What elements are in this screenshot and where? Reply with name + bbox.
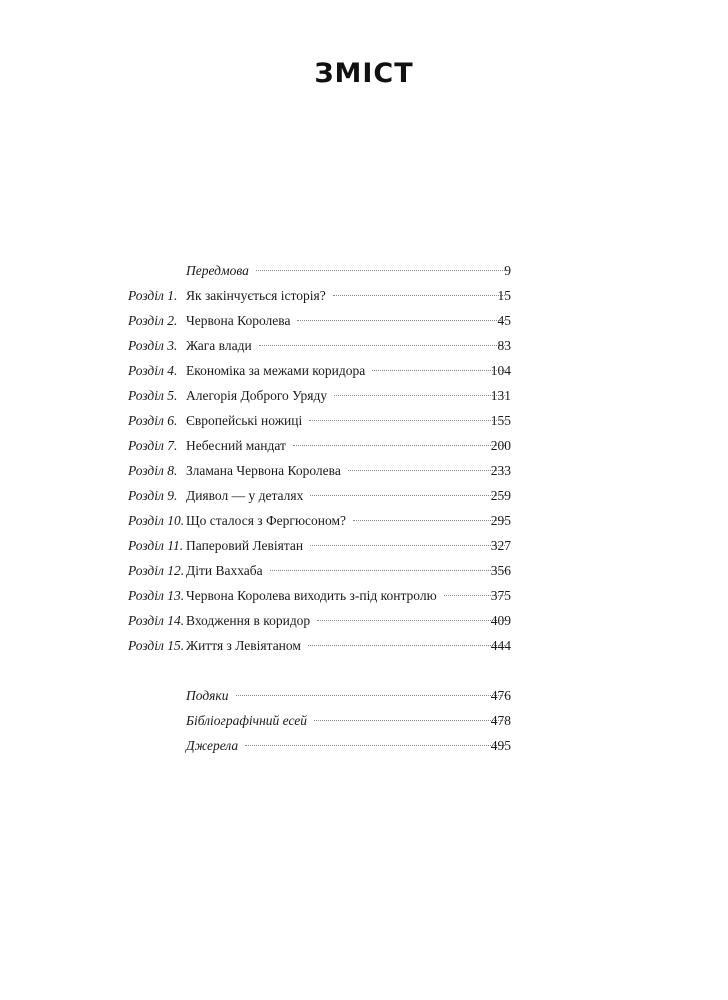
entry-title: Небесний мандат: [186, 438, 286, 453]
dot-leader: [333, 295, 505, 296]
entry-title: Європейські ножиці: [186, 413, 303, 428]
entry-title: Передмова: [186, 263, 249, 278]
toc-entry-chapter-13[interactable]: [0, 586, 728, 606]
dot-leader: [308, 645, 505, 646]
toc-entry-preface[interactable]: [0, 261, 728, 281]
chapter-label: Розділ 13.: [128, 588, 185, 603]
chapter-label: Розділ 9.: [128, 488, 178, 503]
toc-entry-sources[interactable]: [0, 736, 728, 756]
entry-page: 478: [490, 713, 511, 728]
chapter-label: Розділ 5.: [128, 388, 178, 403]
entry-title: Жага влади: [186, 338, 252, 353]
chapter-label: Розділ 4.: [128, 363, 178, 378]
dot-leader: [259, 345, 505, 346]
chapter-label: Розділ 7.: [128, 438, 178, 453]
entry-page: 83: [497, 338, 511, 353]
toc-entry-chapter-1[interactable]: [0, 286, 728, 306]
toc-entry-chapter-10[interactable]: [0, 511, 728, 531]
entry-title: Життя з Левіятаном: [186, 638, 301, 653]
chapter-label: Розділ 3.: [128, 338, 178, 353]
entry-page: 476: [490, 688, 511, 703]
toc-entry-chapter-2[interactable]: [0, 311, 728, 331]
toc-entry-acknowledgements[interactable]: [0, 686, 728, 706]
entry-page: 295: [490, 513, 511, 528]
dot-leader: [310, 545, 505, 546]
entry-title: Діти Ваххаба: [186, 563, 263, 578]
entry-title: Алегорія Доброго Уряду: [186, 388, 328, 403]
entry-title: Входження в коридор: [186, 613, 311, 628]
chapter-label: Розділ 12.: [128, 563, 185, 578]
entry-page: 233: [490, 463, 511, 478]
toc-entry-chapter-8[interactable]: [0, 461, 728, 481]
entry-title: Економіка за межами коридора: [186, 363, 366, 378]
entry-title: Червона Королева: [186, 313, 291, 328]
toc-entry-chapter-3[interactable]: [0, 336, 728, 356]
entry-title: Подяки: [186, 688, 229, 703]
entry-page: 495: [490, 738, 511, 753]
dot-leader: [245, 745, 505, 746]
dot-leader: [293, 445, 505, 446]
toc-entry-chapter-6[interactable]: [0, 411, 728, 431]
toc-entry-bibliographic-essay[interactable]: [0, 711, 728, 731]
entry-title: Зламана Червона Королева: [186, 463, 341, 478]
entry-page: 15: [497, 288, 511, 303]
dot-leader: [372, 370, 505, 371]
entry-page: 327: [490, 538, 511, 553]
entry-page: 104: [490, 363, 511, 378]
entry-title: Як закінчується історія?: [186, 288, 326, 303]
dot-leader: [334, 395, 505, 396]
toc-entry-chapter-5[interactable]: [0, 386, 728, 406]
entry-page: 131: [490, 388, 511, 403]
toc-entry-chapter-11[interactable]: [0, 536, 728, 556]
entry-page: 356: [490, 563, 511, 578]
entry-title: Бібліографічний есей: [186, 713, 308, 728]
entry-title: Паперовий Левіятан: [186, 538, 304, 553]
dot-leader: [310, 495, 505, 496]
chapter-label: Розділ 11.: [128, 538, 184, 553]
entry-page: 259: [490, 488, 511, 503]
dot-leader: [348, 470, 505, 471]
toc-entry-chapter-7[interactable]: [0, 436, 728, 456]
entry-title: Червона Королева виходить з-під контролю: [186, 588, 437, 603]
toc-entry-chapter-12[interactable]: [0, 561, 728, 581]
chapter-label: Розділ 1.: [128, 288, 178, 303]
chapter-label: Розділ 6.: [128, 413, 178, 428]
dot-leader: [314, 720, 505, 721]
dot-leader: [297, 320, 505, 321]
toc-entry-chapter-14[interactable]: [0, 611, 728, 631]
dot-leader: [256, 270, 505, 271]
entry-title: Диявол — у деталях: [186, 488, 304, 503]
chapter-label: Розділ 2.: [128, 313, 178, 328]
chapter-label: Розділ 8.: [128, 463, 178, 478]
entry-page: 444: [490, 638, 511, 653]
entry-page: 375: [490, 588, 511, 603]
toc-entry-chapter-4[interactable]: [0, 361, 728, 381]
page-title: ЗМІСТ: [314, 58, 414, 89]
entry-page: 9: [504, 263, 511, 278]
entry-page: 45: [497, 313, 511, 328]
entry-page: 155: [490, 413, 511, 428]
entry-page: 200: [490, 438, 511, 453]
dot-leader: [270, 570, 505, 571]
chapter-label: Розділ 10.: [128, 513, 185, 528]
dot-leader: [317, 620, 505, 621]
chapter-label: Розділ 14.: [128, 613, 185, 628]
entry-page: 409: [490, 613, 511, 628]
dot-leader: [309, 420, 505, 421]
toc-entry-chapter-15[interactable]: [0, 636, 728, 656]
entry-title: Що сталося з Фергюсоном?: [186, 513, 347, 528]
chapter-label: Розділ 15.: [128, 638, 185, 653]
dot-leader: [236, 695, 506, 696]
toc-entry-chapter-9[interactable]: [0, 486, 728, 506]
entry-title: Джерела: [186, 738, 239, 753]
dot-leader: [353, 520, 505, 521]
